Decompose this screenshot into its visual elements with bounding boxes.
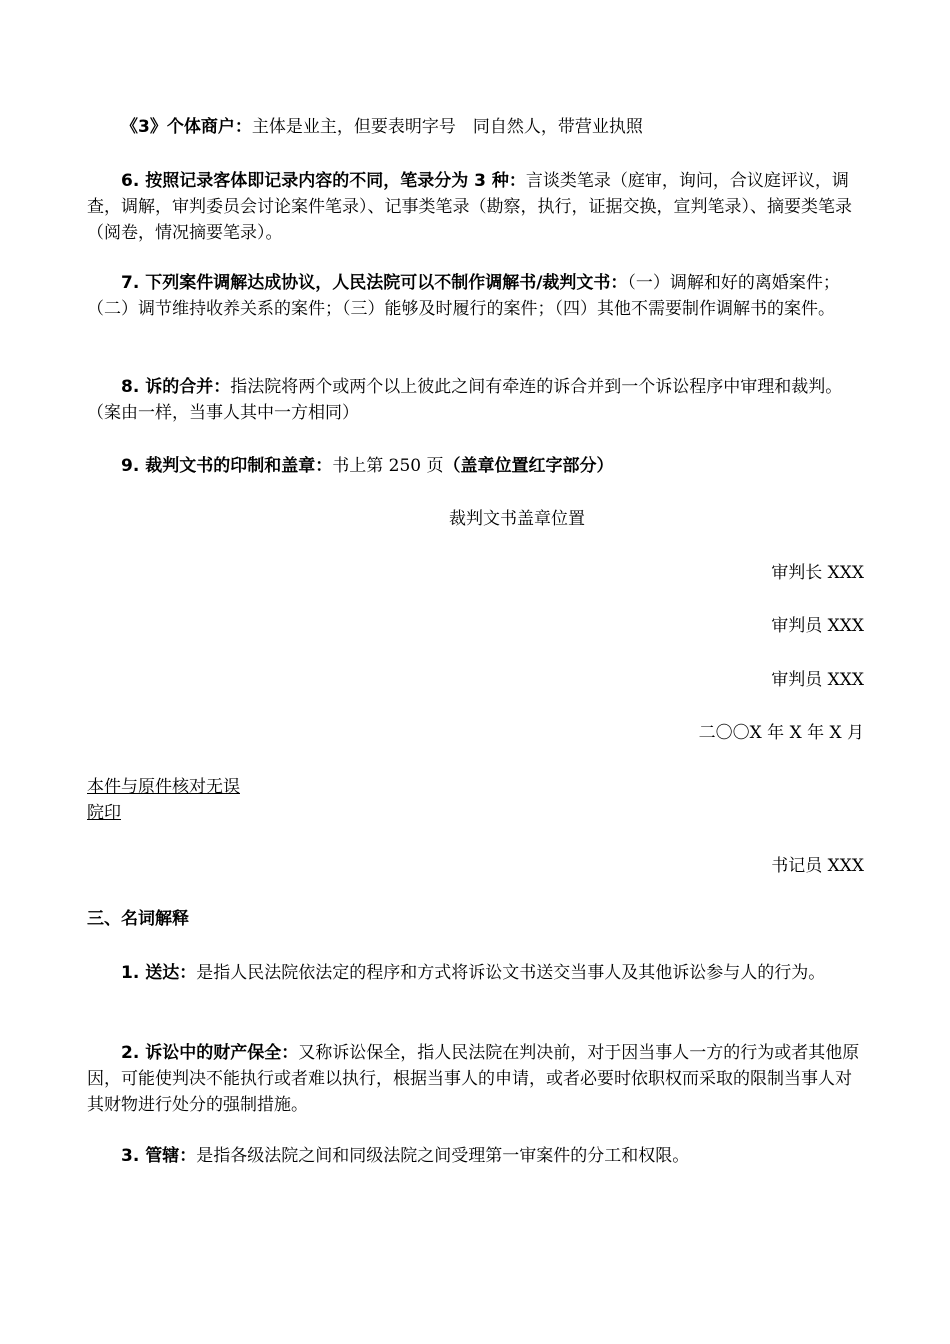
term-jurisdiction [87, 1143, 865, 1169]
paragraph-mediation-cases [87, 270, 865, 322]
signature-judge-2: 审判员 XXX [771, 670, 864, 690]
term-heading: 3. 管辖： [121, 1146, 197, 1166]
paragraph-heading: 7. 下列案件调解达成协议，人民法院可以不制作调解书/裁判文书： [121, 273, 628, 293]
paragraph-merger-of-claims [87, 374, 865, 426]
section-title: 三、名词解释 [87, 909, 189, 929]
paragraph-individual-merchant [121, 114, 865, 140]
paragraph-record-types [87, 168, 865, 246]
signature-date: 二〇〇X 年 X 年 X 月 [698, 723, 864, 743]
verification-note [87, 774, 865, 826]
paragraph-note: （盖章位置红字部分） [443, 456, 614, 476]
seal-position-title: 裁判文书盖章位置 [449, 509, 585, 529]
paragraph-heading: 6. 按照记录客体即记录内容的不同，笔录分为 3 种： [121, 171, 526, 191]
signature-chief-judge: 审判长 XXX [771, 563, 864, 583]
term-heading: 1. 送达： [121, 963, 197, 983]
signature-clerk: 书记员 XXX [771, 856, 864, 876]
paragraph-text: 指法院将两个或两个以上彼此之间有牵连的诉合并到一个诉讼程序中审理和裁判。（案由一样，当事人其中一方相同） [87, 377, 843, 423]
paragraph-text: 主体是业主，但要表明字号 同自然人，带营业执照 [251, 117, 643, 137]
term-definition: 是指各级法院之间和同级法院之间受理第一审案件的分工和权限。 [196, 1146, 690, 1166]
term-definition: 是指人民法院依法定的程序和方式将诉讼文书送交当事人及其他诉讼参与人的行为。 [196, 963, 826, 983]
term-property-preservation [87, 1040, 865, 1118]
paragraph-heading: 《3》个体商户： [121, 117, 252, 137]
paragraph-heading: 8. 诉的合并： [121, 377, 231, 397]
court-seal-text: 院印 [87, 803, 121, 823]
term-heading: 2. 诉讼中的财产保全： [121, 1043, 299, 1063]
term-definition: 又称诉讼保全，指人民法院在判决前，对于因当事人一方的行为或者其他原因，可能使判决不能执行或者难以执行，根据当事人的申请，或者必要时依职权而采取的限制当事人对其财物进行处分的强制措施。 [87, 1043, 860, 1115]
paragraph-text: （一）调解和好的离婚案件；（二）调节维持收养关系的案件；（三）能够及时履行的案件；（四）其他不需要制作调解书的案件。 [87, 273, 840, 319]
term-service [87, 960, 865, 986]
verification-text: 本件与原件核对无误 [87, 777, 240, 797]
paragraph-text: 言谈类笔录（庭审，询问，合议庭评议，调查，调解，审判委员会讨论案件笔录）、记事类笔录（勘察，执行，证据交换，宣判笔录）、摘要类笔录（阅卷，情况摘要笔录）。 [87, 171, 852, 243]
paragraph-printing-and-seal [87, 453, 865, 479]
signature-judge-1: 审判员 XXX [771, 616, 864, 636]
paragraph-text: 书上第 250 页 [332, 456, 444, 476]
paragraph-heading: 9. 裁判文书的印制和盖章： [121, 456, 333, 476]
